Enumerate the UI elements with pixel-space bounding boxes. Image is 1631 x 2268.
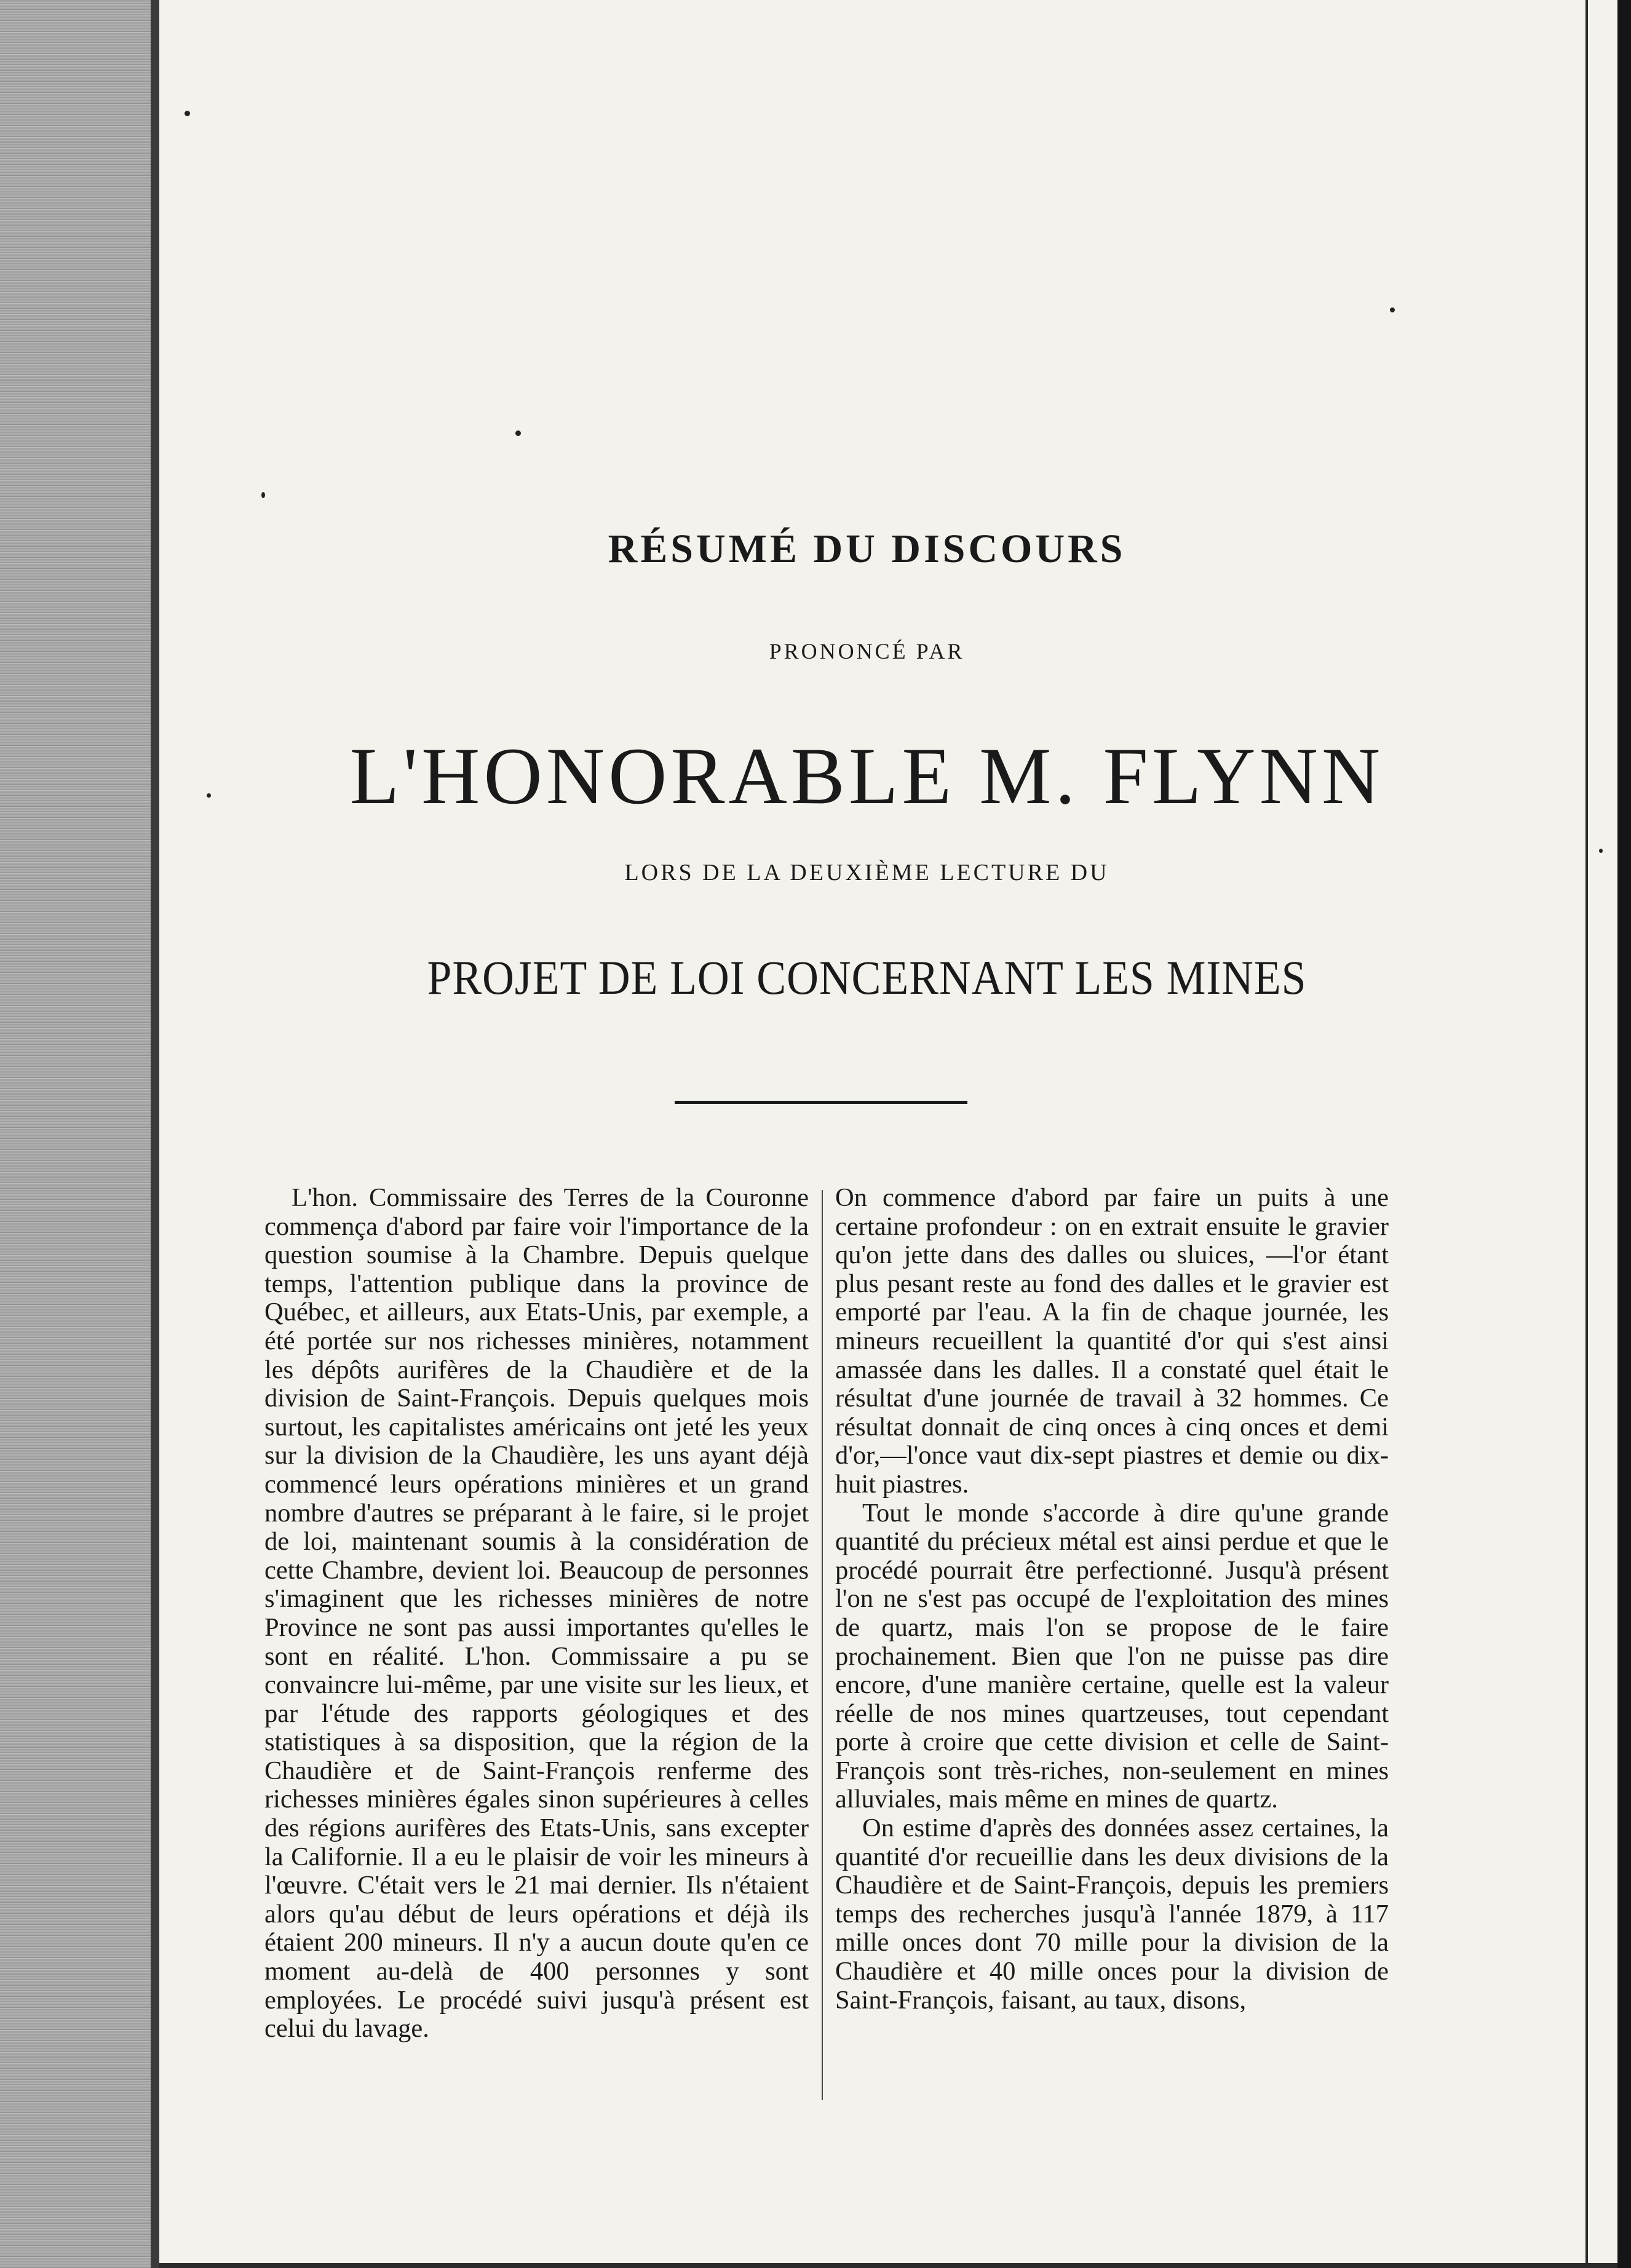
scan-left-margin [0,0,151,2268]
scan-speck [1390,307,1395,312]
scan-right-edge [1617,0,1631,2268]
paragraph: L'hon. Commissaire des Terres de la Couronne commença d'abord par faire voir l'importance de la question soumise à la Chambre. Depuis quelque temps, l'attention publique dans la province de Québec, et ailleurs, aux Etats-Unis, par exemple, a été portée sur nos richesses minières, notamment les dépôts aurifères de la Chaudière et de la division de Saint-François. Depuis quelques mois surtout, les capitalistes américains ont jeté les yeux sur la division de la Chaudière, les uns ayant déjà commencé leurs opérations minières et un grand nombre d'autres se préparant à le faire, si le projet de loi, maintenant soumis à la considération de cette Chambre, devient loi. Beaucoup de personnes s'imaginent que les richesses minières de notre Province ne sont pas aussi importantes qu'elles le sont en réalité. L'hon. Commissaire a pu se convaincre lui-même, par une visite sur les lieux, et par l'étude des rapports géologiques et des statistiques à sa disposition, que la région de la Chaudière et de Saint-François renferme des richesses minières égales sinon supérieures à celles des régions aurifères des Etats-Unis, sans excepter la Californie. Il a eu le plaisir de voir les mineurs à l'œuvre. C'était vers le 21 mai dernier. Ils n'étaient alors qu'au début de leurs opérations et déjà ils étaient 200 mineurs. Il n'y a aucun doute qu'en ce moment au-delà de 400 personnes y sont employées. Le procédé suivi jusqu'à présent est celui du lavage. [264,1183,809,2044]
heading-prononce-par: PRONONCÉ PAR [769,639,965,664]
scan-bottom-edge [159,2263,1617,2268]
paragraph: Tout le monde s'accorde à dire qu'une grande quantité du précieux métal est ainsi perdue et que le procédé pourrait être perfectionné. Jusqu'à présent l'on ne s'est pas occupé de l'exploitation des mines de quartz, mais l'on se propose de le faire prochainement. Bien que l'on ne puisse pas dire encore, d'une manière certaine, quelle est la valeur réelle de nos mines quartzeuses, tout cependant porte à croire que cette division et celle de Saint-François sont très-riches, non-seulement en mines alluviales, mais même en mines de quartz. [835,1498,1389,1814]
heading-resume: RÉSUMÉ DU DISCOURS [608,526,1126,571]
heading-speaker-name: L'HONORABLE M. FLYNN [349,731,1384,821]
scan-speck [261,492,265,498]
heading-projet-de-loi: PROJET DE LOI CONCERNANT LES MINES [427,951,1307,1004]
column-divider [822,1190,823,2100]
scan-right-line [1585,0,1588,2268]
heading-lecture: LORS DE LA DEUXIÈME LECTURE DU [624,860,1109,886]
scan-speck [1599,849,1603,853]
paragraph: On estime d'après des données assez certaines, la quantité d'or recueillie dans les deux divisions de la Chaudière et de Saint-François, depuis les premiers temps des recherches jusqu'à l'année 1879, à 117 mille onces dont 70 mille pour la division de la Chaudière et 40 mille onces pour la division de Saint-François, faisant, au taux, disons, [835,1814,1389,2015]
scan-speck [185,111,190,116]
scan-binding-edge [151,0,159,2268]
heading-rule [675,1101,967,1104]
text-column-right [835,1184,1389,2015]
scan-speck [515,430,521,436]
paragraph: On commence d'abord par faire un puits à une certaine profondeur : on en extrait ensuite le gravier qu'on jette dans des dalles ou sluices, —l'or étant plus pesant reste au fond des dalles et le gravier est emporté par l'eau. A la fin de chaque journée, les mineurs recueillent la quantité d'or qui s'est ainsi amassée dans les dalles. Il a constaté quel était le résultat d'une journée de travail à 32 hommes. Ce résultat donnait de cinq onces à cinq onces et demi d'or,—l'once vaut dix-sept piastres et demie ou dix-huit piastres. [835,1183,1389,1499]
text-column-left [264,1184,809,2044]
